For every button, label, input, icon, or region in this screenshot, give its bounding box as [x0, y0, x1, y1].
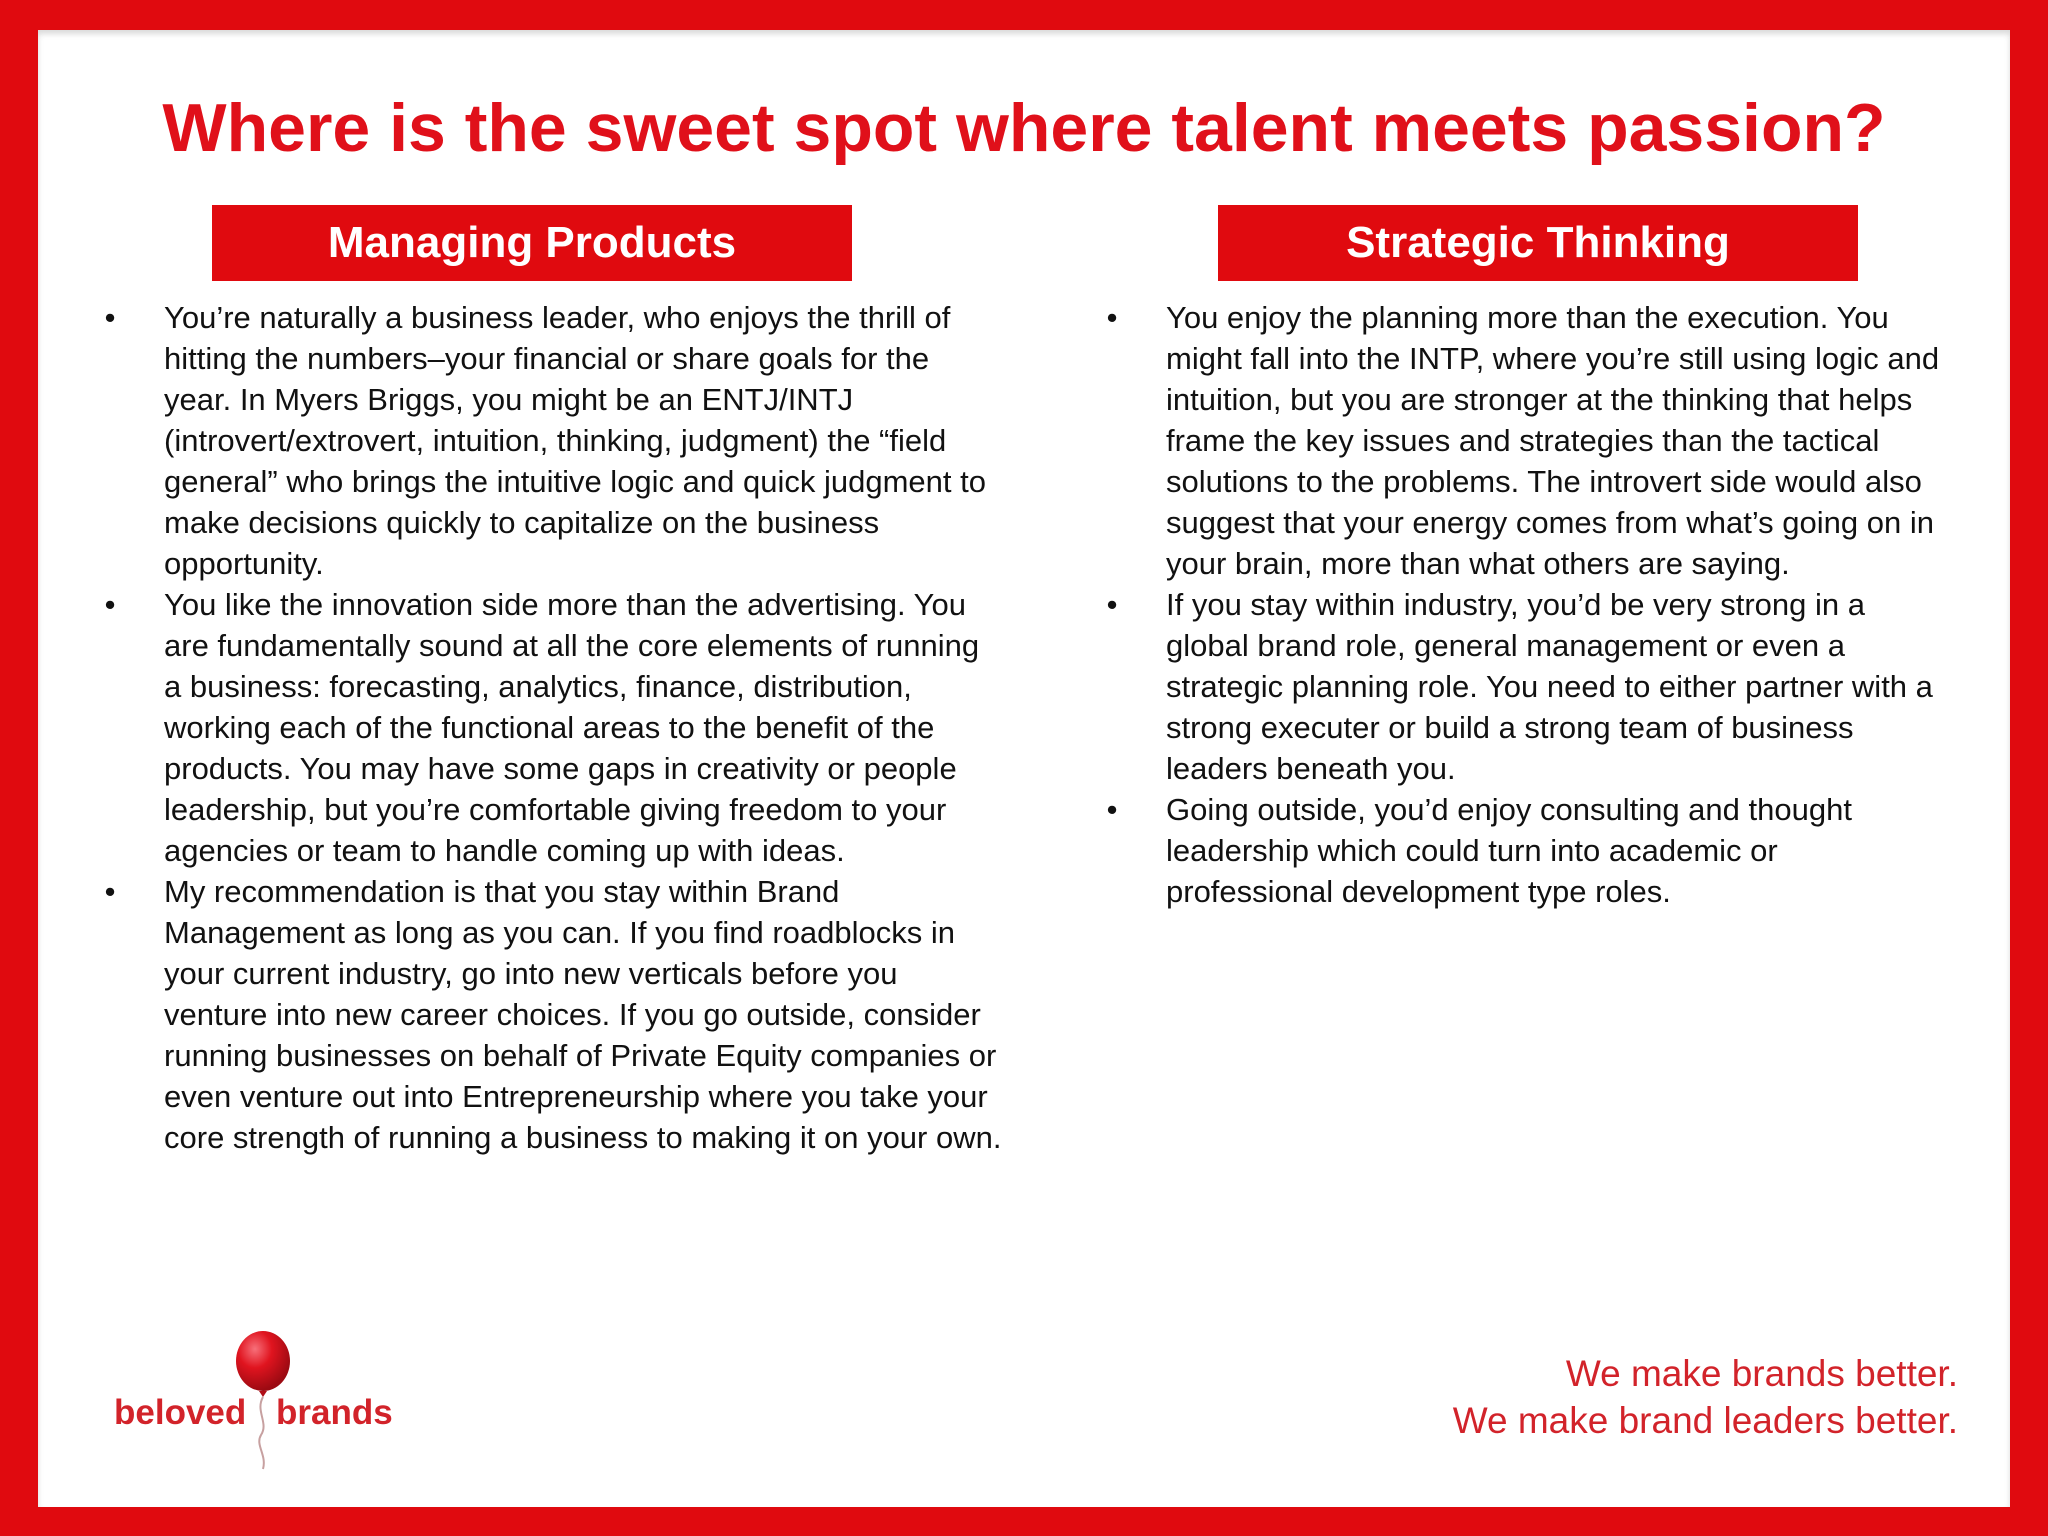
managing-products-heading: Managing Products	[212, 205, 852, 281]
beloved-brands-logo	[108, 1325, 408, 1465]
list-item-text: You’re naturally a business leader, who enjoys the thrill of hitting the numbers–your financial or share goals for the year. In Myers Briggs, you might be an ENTJ/INTJ (introvert/extrovert, intuition, thinking, judgment) the “field general” who brings the intuitive logic and quick judgment to make decisions quickly to capitalize on the business opportunity.	[164, 300, 986, 581]
list-item	[1106, 297, 1946, 584]
logo-text-brands: brands	[276, 1393, 393, 1432]
list-item-text: You enjoy the planning more than the execution. You might fall into the INTP, where you’re still using logic and intuition, but you are stronger at the thinking that helps frame the key issues and strategies than the tactical solutions to the problems. The introvert side would also suggest that your energy comes from what’s going on in your brain, more than what others are saying.	[1166, 300, 1940, 581]
list-item-text: You like the innovation side more than the advertising. You are fundamentally sound at all the core elements of running a business: forecasting, analytics, finance, distribution, working each of the functional areas to the benefit of the products. You may have some gaps in creativity or people leadership, but you’re comfortable giving freedom to your agencies or team to handle coming up with ideas.	[164, 587, 980, 868]
list-item-text: If you stay within industry, you’d be very strong in a global brand role, general management or even a strategic planning role. You need to either partner with a strong executer or build a strong team of business leaders beneath you.	[1166, 587, 1933, 786]
tagline	[1453, 1350, 1958, 1444]
tagline-line-1: We make brands better.	[1565, 1353, 1958, 1394]
list-item	[1106, 584, 1946, 789]
list-item	[1106, 789, 1946, 912]
bullet-icon: •	[1106, 587, 1118, 622]
managing-products-list	[104, 297, 1002, 1158]
bullet-icon: •	[104, 300, 116, 335]
frame-border-bottom	[0, 1507, 2048, 1536]
bullet-icon: •	[1106, 300, 1118, 335]
bullet-icon: •	[104, 874, 116, 909]
list-item	[104, 871, 1002, 1158]
strategic-thinking-list	[1106, 297, 1946, 912]
slide-title: Where is the sweet spot where talent meets passion?	[162, 90, 1886, 166]
strategic-thinking-heading: Strategic Thinking	[1218, 205, 1858, 281]
bullet-icon: •	[1106, 792, 1118, 827]
frame-border-left	[0, 0, 38, 1536]
list-item-text: Going outside, you’d enjoy consulting and thought leadership which could turn into academic or professional development type roles.	[1166, 792, 1852, 909]
list-item-text: My recommendation is that you stay within Brand Management as long as you can. If you find roadblocks in your current industry, go into new verticals before you venture into new career choices. If you go outside, consider running businesses on behalf of Private Equity companies or even venture out into Entrepreneurship where you take your core strength of running a business to making it on your own.	[164, 874, 1002, 1155]
logo-text-beloved: beloved	[114, 1393, 247, 1432]
frame-border-top	[0, 0, 2048, 30]
list-item	[104, 584, 1002, 871]
bullet-icon: •	[104, 587, 116, 622]
list-item	[104, 297, 1002, 584]
tagline-line-2: We make brand leaders better.	[1452, 1400, 1958, 1441]
frame-border-right	[2010, 0, 2048, 1536]
